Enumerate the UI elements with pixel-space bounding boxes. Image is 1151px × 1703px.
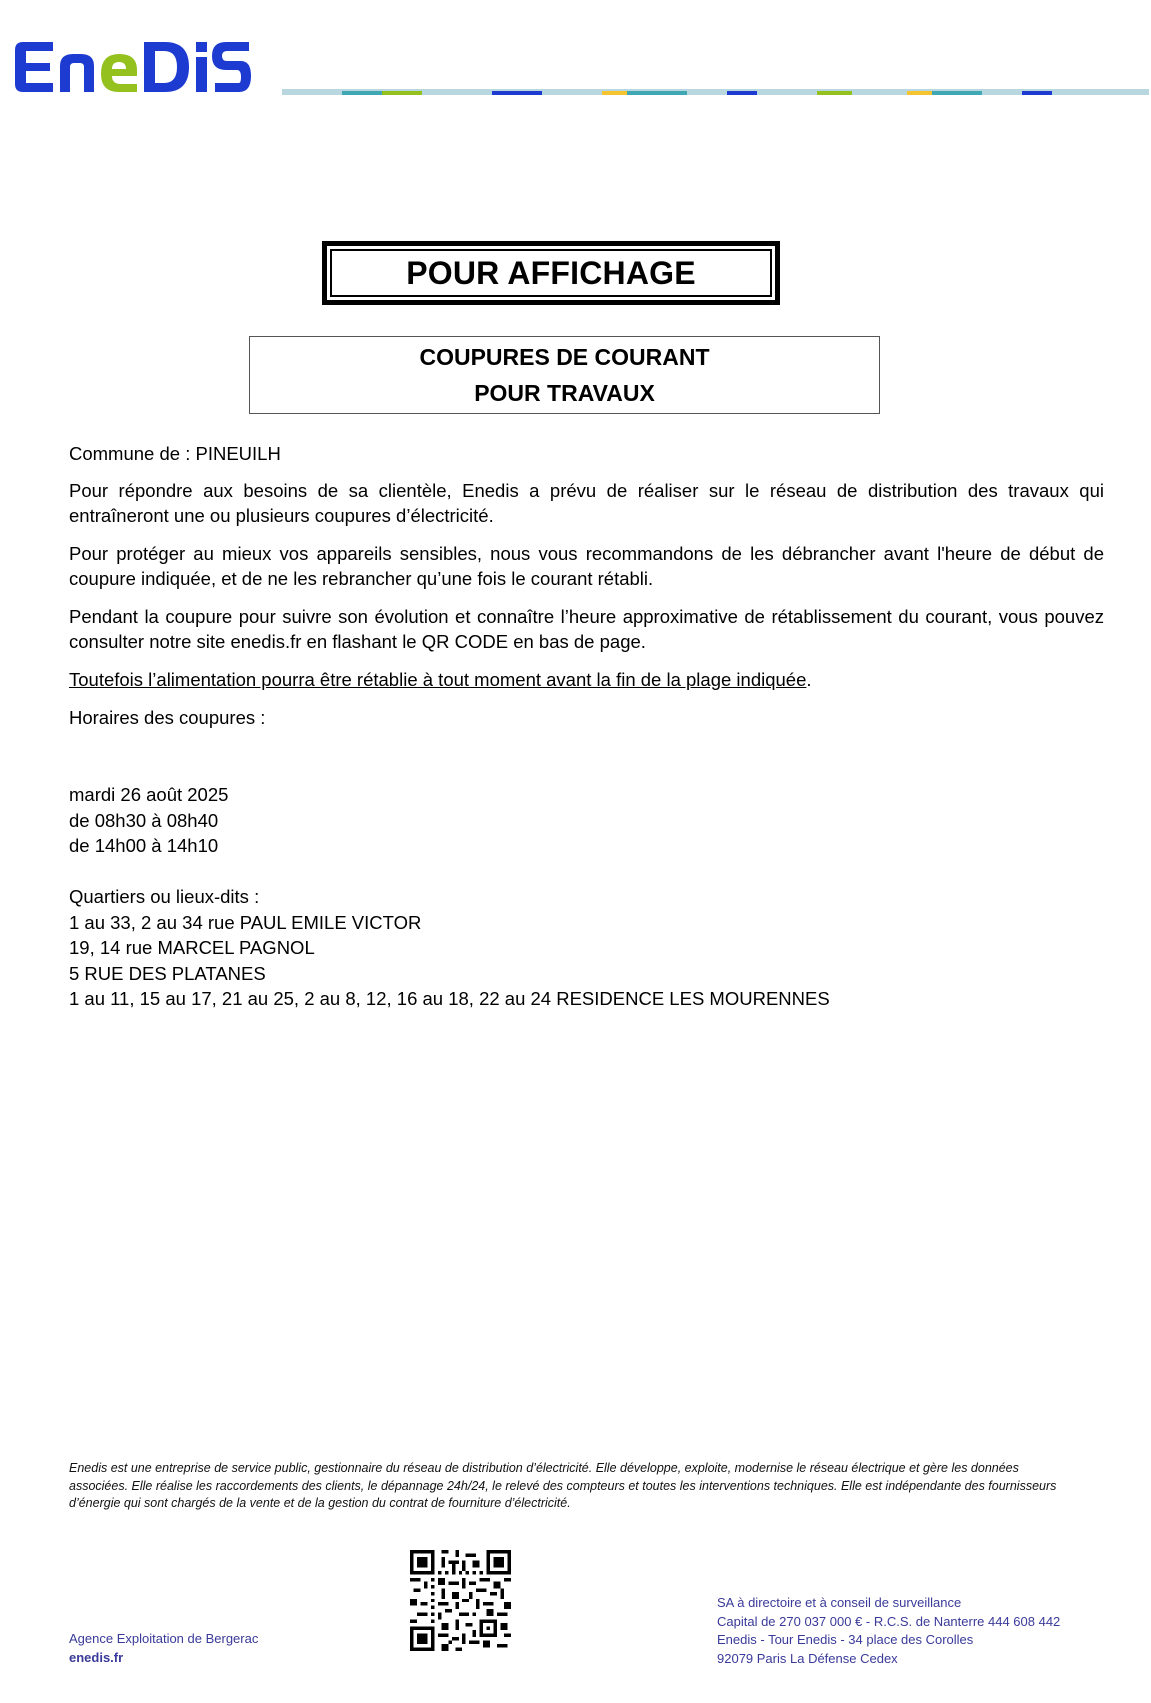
paragraph-intro: Pour répondre aux besoins de sa clientèle, Enedis a prévu de réaliser sur le réseau de distribution des travaux qui entraîneront une ou plusieurs coupures d’électricité. <box>69 480 1104 526</box>
schedule-slot: de 14h00 à 14h10 <box>69 835 219 856</box>
schedule-date: mardi 26 août 2025 <box>69 784 229 805</box>
warning-underlined: Toutefois l’alimentation pourra être rétablie à tout moment avant la fin de la plage indiquée <box>69 669 807 690</box>
commune-line: Commune de : PINEUILH <box>69 443 281 464</box>
enedis-logo-graphic <box>13 36 253 96</box>
company-line: 92079 Paris La Défense Cedex <box>717 1650 898 1666</box>
website-link[interactable]: enedis.fr <box>69 1649 124 1665</box>
company-line: SA à directoire et à conseil de surveillance <box>717 1595 962 1610</box>
schedule-slot: de 08h30 à 08h40 <box>69 809 219 831</box>
warning-end: . <box>806 669 812 690</box>
horaires-label: Horaires des coupures : <box>69 707 266 728</box>
title-box <box>322 241 780 305</box>
company-line: Enedis - Tour Enedis - 34 place des Corolles <box>717 1632 974 1647</box>
footer-left <box>69 1630 258 1667</box>
schedule-block <box>69 782 228 859</box>
location-item: 5 RUE DES PLATANES <box>69 962 266 984</box>
qr-code-graphic <box>410 1550 511 1651</box>
company-line: Capital de 270 037 000 € - R.C.S. de Nanterre 444 608 442 <box>717 1613 1061 1629</box>
subtitle-line-2: POUR TRAVAUX <box>474 380 655 406</box>
footer-right <box>717 1594 1060 1668</box>
enedis-logo <box>13 36 253 96</box>
location-item: 1 au 11, 15 au 17, 21 au 25, 2 au 8, 12, 16 au 18, 22 au 24 RESIDENCE LES MOURENNES <box>69 988 830 1009</box>
paragraph-warning <box>69 667 1104 692</box>
paragraph-follow: Pendant la coupure pour suivre son évolution et connaître l’heure approximative de rétablissement du courant, vous pouvez consulter notre site enedis.fr en flashant le QR CODE en bas de page. <box>69 606 1104 652</box>
subtitle-line-1: COUPURES DE COURANT <box>419 344 710 370</box>
subtitle-box <box>249 336 880 414</box>
qr-code[interactable] <box>410 1550 511 1651</box>
location-item: 1 au 33, 2 au 34 rue PAUL EMILE VICTOR <box>69 911 422 933</box>
paragraph-protect: Pour protéger au mieux vos appareils sensibles, nous vous recommandons de les débrancher avant l'heure de début de coupure indiquée, et de ne les rebrancher qu’une fois le courant rétabli. <box>69 543 1104 589</box>
location-item: 19, 14 rue MARCEL PAGNOL <box>69 937 315 958</box>
locations-block <box>69 884 830 1012</box>
page-title: POUR AFFICHAGE <box>406 254 696 291</box>
brand-color-band <box>282 89 1149 95</box>
agency-name: Agence Exploitation de Bergerac <box>69 1631 259 1646</box>
locations-label: Quartiers ou lieux-dits : <box>69 886 260 907</box>
legal-notice: Enedis est une entreprise de service public, gestionnaire du réseau de distribution d’électricité. Elle développe, exploite, modernise le réseau électrique et gère les données associées. Elle réalise les raccordements des clients, le dépannage 24h/24, le relevé des compteurs et toutes les interventions techniques. Elle est indépendante des fournisseurs d’énergie qui sont chargés de la vente et de la gestion du contrat de fourniture d’électricité. <box>69 1461 1057 1510</box>
